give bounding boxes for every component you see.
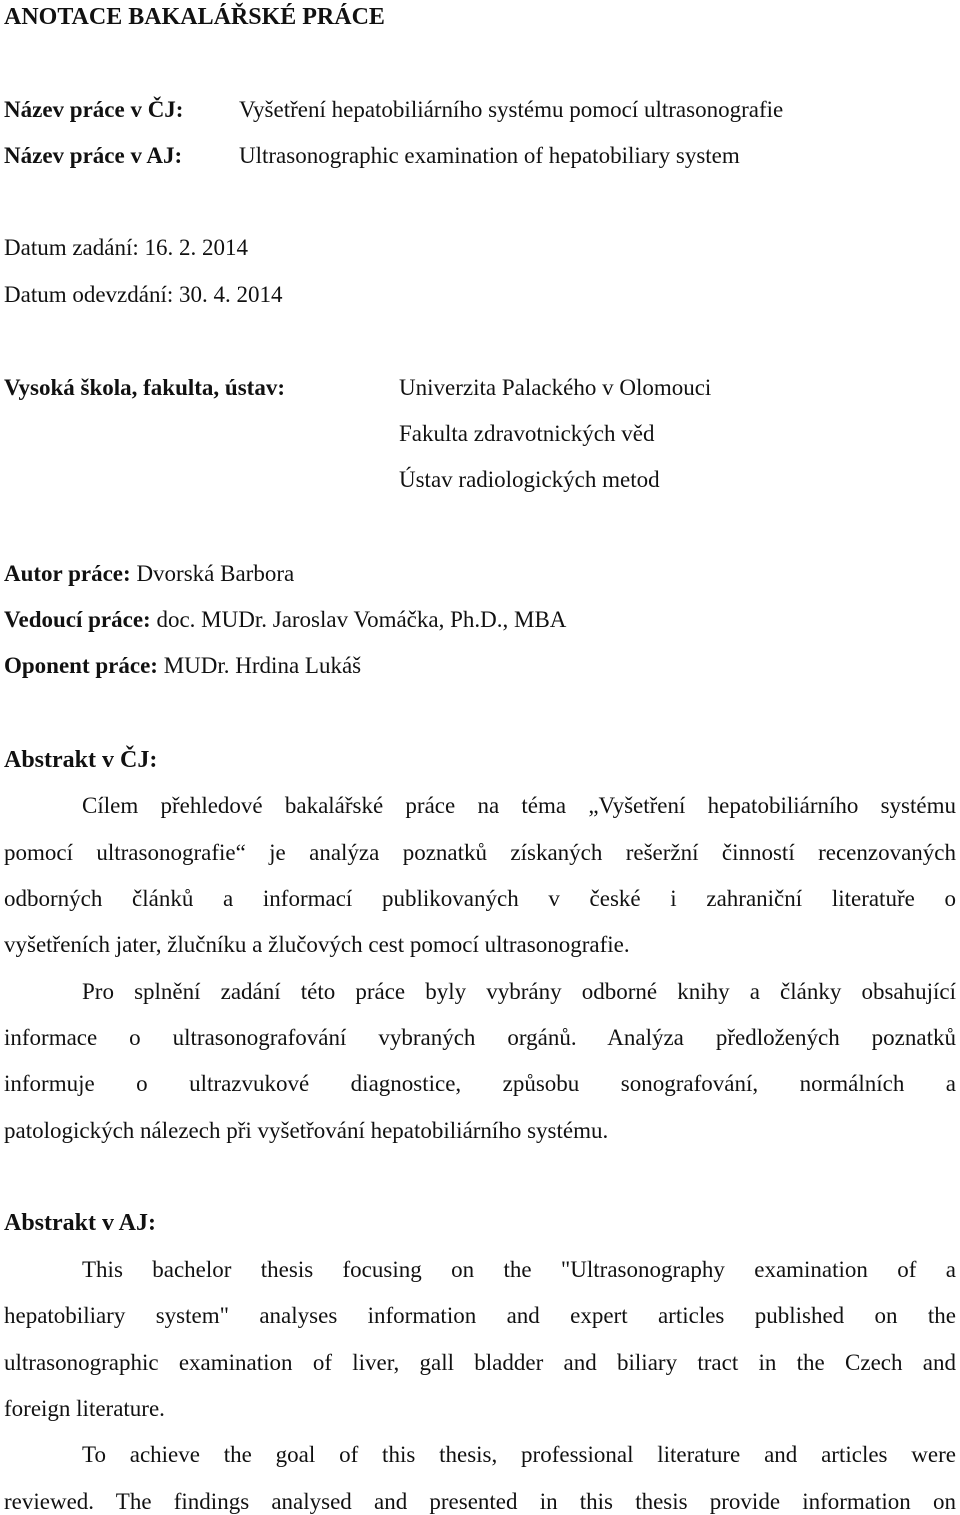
abstract-cz-line: pomocí ultrasonografie“ je analýza poznatků získaných rešeržní činností recenzovaných (4, 840, 956, 865)
abstract-en-heading: Abstrakt v AJ: (4, 1210, 157, 1236)
thesis-title-en-label: Název práce v AJ: (4, 143, 183, 168)
institution-department: Ústav radiologických metod (399, 467, 660, 492)
thesis-title-en-value: Ultrasonographic examination of hepatobiliary system (239, 143, 740, 168)
document-title: ANOTACE BAKALÁŘSKÉ PRÁCE (4, 4, 385, 30)
abstract-en-line: reviewed. The findings analysed and presented in this thesis provide information on (4, 1489, 956, 1514)
date-assigned: Datum zadání: 16. 2. 2014 (4, 235, 249, 260)
opponent-row (4, 654, 361, 677)
opponent-value: MUDr. Hrdina Lukáš (163, 653, 362, 678)
abstract-cz-line: patologických nálezech při vyšetřování hepatobiliárního systému. (4, 1118, 609, 1143)
abstract-en-line: ultrasonographic examination of liver, gall bladder and biliary tract in the Czech and (4, 1350, 956, 1375)
abstract-cz-line: odborných článků a informací publikovaných v české i zahraniční literatuře o (4, 886, 956, 911)
institution-university: Univerzita Palackého v Olomouci (399, 375, 712, 400)
abstract-cz-line: Pro splnění zadání této práce byly vybrány odborné knihy a články obsahující (82, 979, 956, 1004)
institution-faculty: Fakulta zdravotnických věd (399, 421, 655, 446)
author-row (4, 562, 294, 585)
abstract-cz-line: vyšetřeních jater, žlučníku a žlučových cest pomocí ultrasonografie. (4, 932, 630, 957)
abstract-cz-heading: Abstrakt v ČJ: (4, 747, 158, 773)
supervisor-label: Vedoucí práce: (4, 607, 151, 632)
institution-label: Vysoká škola, fakulta, ústav: (4, 375, 285, 400)
author-value: Dvorská Barbora (136, 561, 295, 586)
abstract-en-line: hepatobiliary system" analyses information and expert articles published on the (4, 1303, 956, 1328)
supervisor-value: doc. MUDr. Jaroslav Vomáčka, Ph.D., MBA (156, 607, 567, 632)
date-submitted: Datum odevzdání: 30. 4. 2014 (4, 282, 283, 307)
abstract-cz-line: Cílem přehledové bakalářské práce na téma „Vyšetření hepatobiliárního systému (82, 793, 956, 818)
opponent-label: Oponent práce: (4, 653, 158, 678)
abstract-cz-line: informuje o ultrazvukové diagnostice, způsobu sonografování, normálních a (4, 1071, 956, 1096)
abstract-cz-line: informace o ultrasonografování vybraných orgánů. Analýza předložených poznatků (4, 1025, 956, 1050)
abstract-en-line: To achieve the goal of this thesis, professional literature and articles were (82, 1442, 956, 1467)
supervisor-row (4, 608, 566, 631)
abstract-en-line: foreign literature. (4, 1396, 165, 1421)
thesis-title-cz-value: Vyšetření hepatobiliárního systému pomocí ultrasonografie (239, 97, 784, 122)
abstract-en-line: This bachelor thesis focusing on the "Ultrasonography examination of a (82, 1257, 956, 1282)
thesis-title-cz-label: Název práce v ČJ: (4, 97, 184, 122)
author-label: Autor práce: (4, 561, 131, 586)
